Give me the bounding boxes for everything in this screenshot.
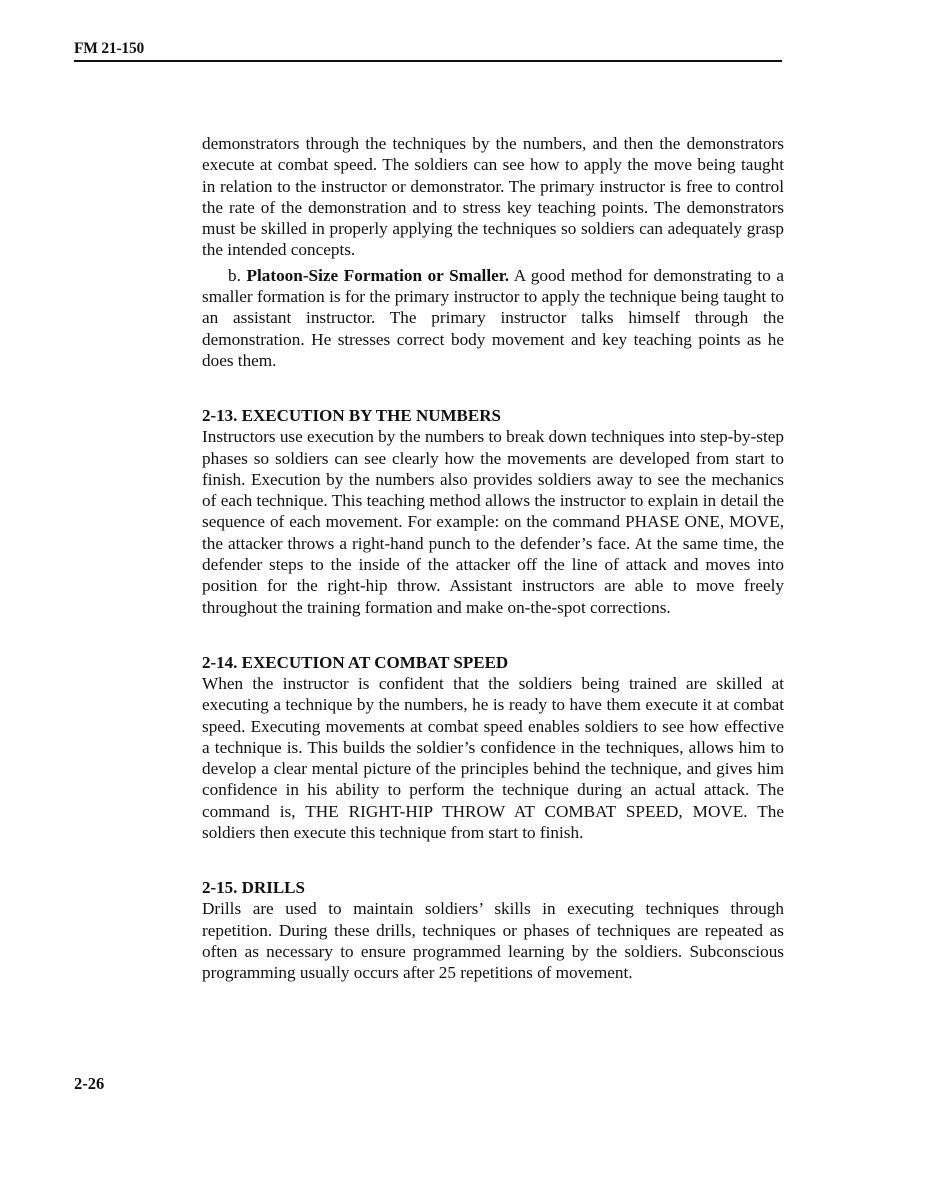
- section-2-15: [202, 877, 784, 983]
- paragraph-b-title: Platoon-Size Formation or Smaller.: [246, 265, 510, 285]
- section-title: 2-14. EXECUTION AT COMBAT SPEED: [202, 652, 509, 672]
- section-text: When the instructor is confident that the soldiers being trained are skilled at executing a technique by the numbers, he is ready to have them execute it at combat speed. Executing movements at combat speed enables soldiers to see how effective a technique is. This builds the soldier’s confidence in the techniques, allows him to develop a clear mental picture of the principles behind the technique, and gives him confidence in his ability to perform the technique during an actual attack. The command is, THE RIGHT-HIP THROW AT COMBAT SPEED, MOVE. The soldiers then execute this technique from start to finish.: [202, 673, 784, 843]
- running-header: [74, 38, 782, 62]
- paragraph-b-text: A good method for demonstrating to a smaller formation is for the primary instructor to apply the technique being taught to an assistant instructor. The primary instructor talks himself through the demonstration. He stresses correct body movement and key teaching points as he does them.: [202, 265, 785, 370]
- section-text: Instructors use execution by the numbers to break down techniques into step-by-step phases so soldiers can see clearly how the movements are developed from start to finish. Execution by the numbers also provides soldiers away to see the mechanics of each technique. This teaching method allows the instructor to explain in detail the sequence of each movement. For example: on the command PHASE ONE, MOVE, the attacker throws a right-hand punch to the defender’s face. At the same time, the defender steps to the inside of the attacker off the line of attack and moves into position for the right-hip throw. Assistant instructors are able to move freely throughout the training formation and make on-the-spot corrections.: [202, 427, 784, 617]
- paragraph-b-prefix: b.: [228, 265, 247, 285]
- page-number: 2-26: [74, 1074, 105, 1093]
- section-title: 2-13. EXECUTION BY THE NUMBERS: [202, 406, 501, 426]
- manual-id: FM 21-150: [74, 40, 145, 57]
- page-body: [202, 133, 784, 984]
- section-text: Drills are used to maintain soldiers’ skills in executing techniques through repetition. During these drills, techniques or phases of techniques are repeated as often as necessary to ensure programmed learning by the soldiers. Subconscious programming usually occurs after 25 repetitions of movement.: [202, 899, 784, 983]
- paragraph-b: [202, 265, 784, 371]
- section-2-13: [202, 405, 784, 618]
- section-2-14: [202, 652, 784, 843]
- intro-paragraph: demonstrators through the techniques by the numbers, and then the demonstrators execute at combat speed. The soldiers can see how to apply the move being taught in relation to the instructor or demonstrator. The primary instructor is free to control the rate of the demonstration and to stress key teaching points. The demonstrators must be skilled in properly applying the techniques so soldiers can adequately grasp the intended concepts.: [202, 134, 784, 260]
- section-title: 2-15. DRILLS: [202, 878, 305, 898]
